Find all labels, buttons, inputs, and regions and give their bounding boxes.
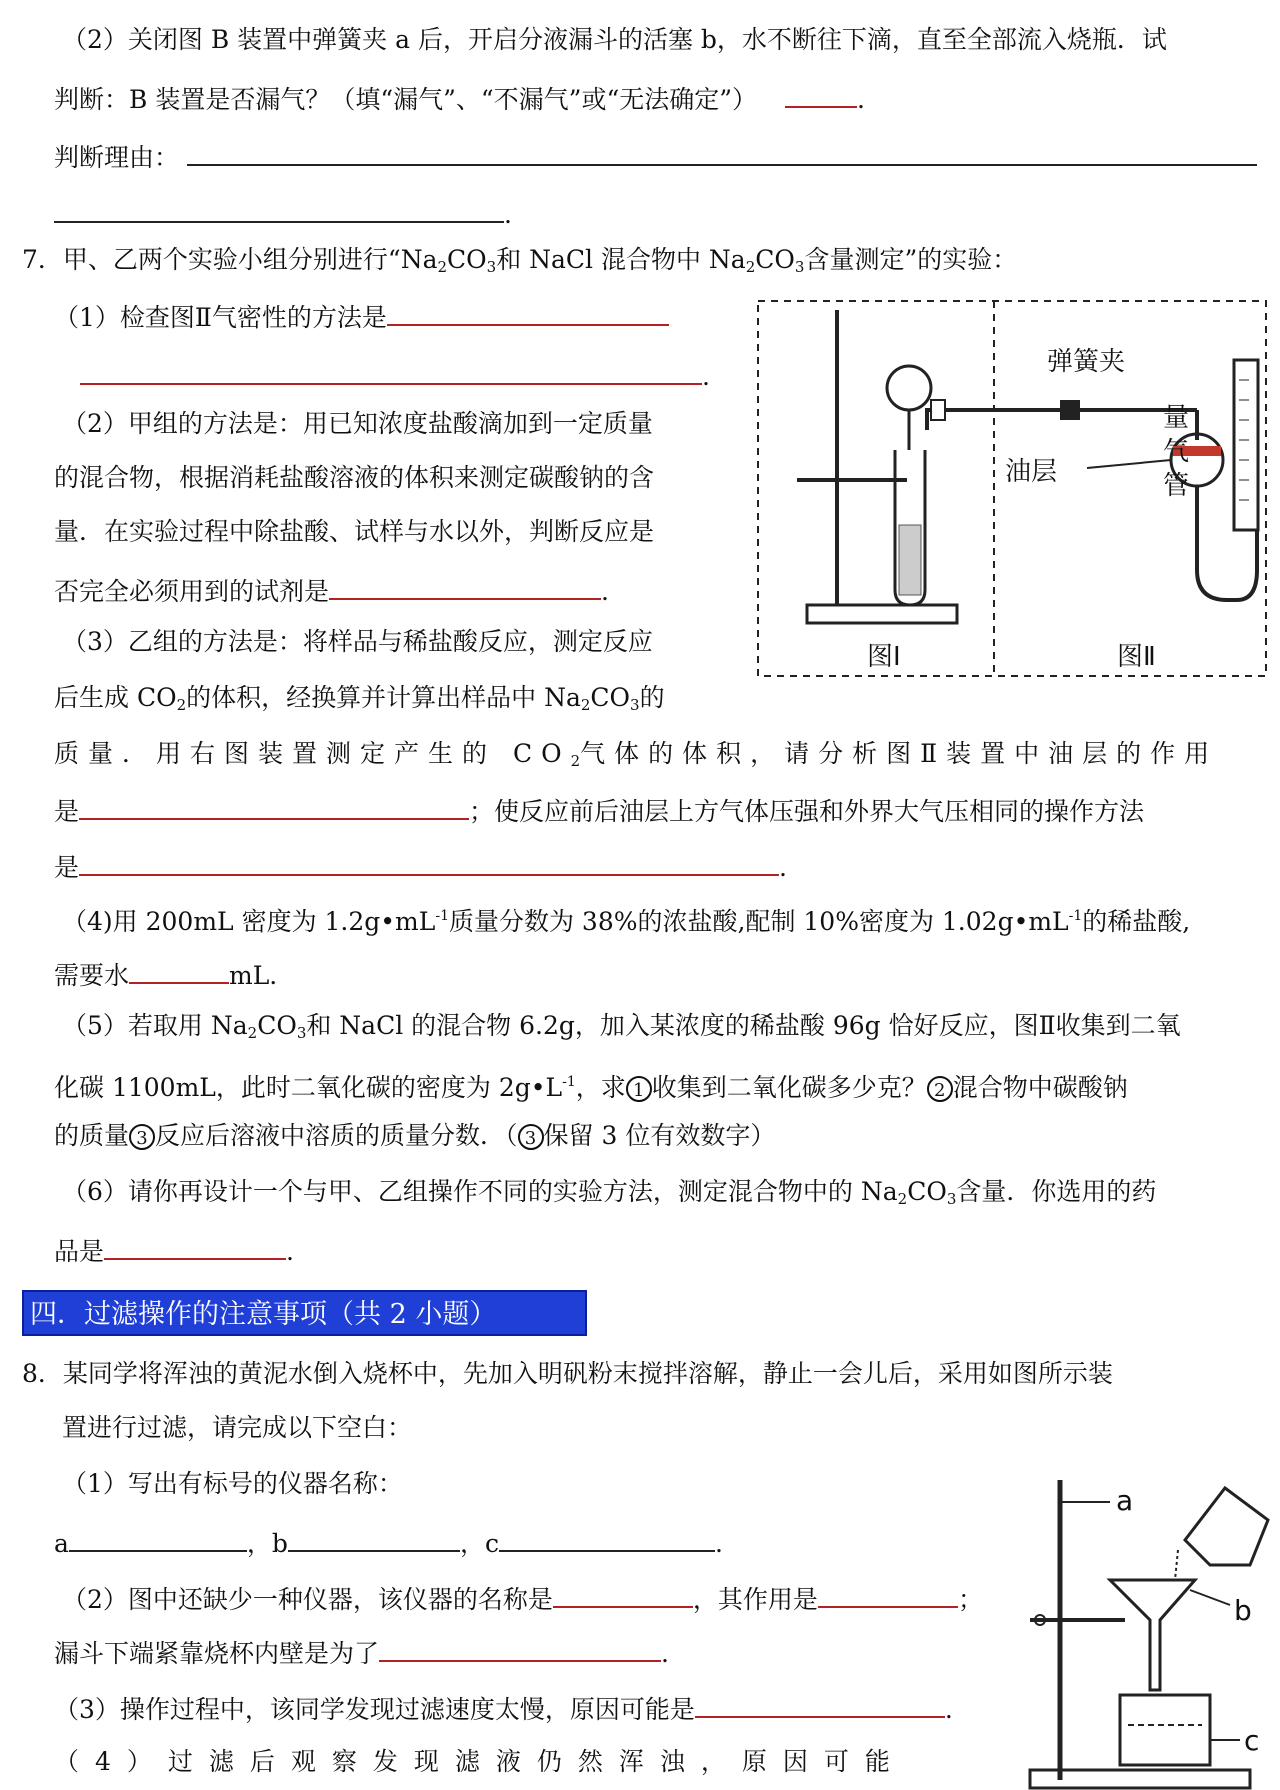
q7-text: 的质量 [54, 1121, 130, 1150]
q7-text: 质量分数为 38%的浓盐酸,配制 10%密度为 1.02g•mL [448, 907, 1069, 936]
q6-reason-blank[interactable] [187, 136, 1257, 166]
q7-text: 后生成 CO [54, 683, 177, 712]
q7-part3-line4 [54, 790, 1144, 830]
figure-border [758, 301, 1266, 676]
q7-part4-line2 [54, 954, 294, 994]
q7-stem-text: 和 NaCl 混合物中 Na [496, 245, 746, 274]
q7-part3-line2 [54, 680, 665, 723]
stand-base [807, 605, 957, 623]
q7-part3-line3 [54, 736, 1218, 779]
receiving-beaker [1120, 1695, 1210, 1765]
period: . [504, 200, 512, 229]
circled-number-3: 3 [129, 1124, 155, 1150]
q7-text: 的 [639, 683, 665, 712]
period: . [779, 853, 787, 882]
q7-text: 需要水 [54, 961, 130, 990]
pouring-beaker [1185, 1488, 1268, 1565]
q7-part6-line2 [54, 1230, 294, 1270]
comma: ， [459, 1529, 485, 1558]
q7-part5-line3 [54, 1118, 775, 1154]
q7-text: 保留 3 位有效数字） [543, 1121, 776, 1150]
q8-text: （4）过滤后观察发现滤液仍然浑浊，原因可能 [54, 1747, 906, 1776]
superscript: -1 [562, 1074, 576, 1090]
q7-text: 品是 [54, 1237, 105, 1266]
gas-tube-label-2: 气 [1163, 437, 1190, 467]
q8-blank-b[interactable] [288, 1522, 460, 1552]
period: . [944, 1695, 953, 1724]
stand-base [1030, 1770, 1250, 1788]
section-4-header: 四．过滤操作的注意事项（共 2 小题） [22, 1290, 587, 1336]
label-b-pointer [1190, 1590, 1230, 1605]
q8-text: ； [957, 1585, 983, 1614]
q7-part3-line1: （3）乙组的方法是：将样品与稀盐酸反应，测定反应 [62, 627, 653, 656]
subscript: 2 [570, 752, 581, 770]
q7-stem-text: CO [447, 245, 487, 274]
subscript: 2 [247, 1024, 258, 1042]
fig1-caption: 图Ⅰ [867, 642, 901, 672]
q6-part2-line2 [54, 78, 865, 118]
q7-part2-line4 [54, 570, 609, 610]
period: . [661, 1639, 669, 1668]
superscript: -1 [435, 908, 449, 924]
q7-text: ；使反应前后油层上方气体压强和外界大气压相同的操作方法 [469, 797, 1145, 826]
q8-text: （3）操作过程中，该同学发现过滤速度太慢，原因可能是 [54, 1695, 695, 1724]
q8-part1: （1）写出有标号的仪器名称： [62, 1469, 403, 1498]
gas-tube-label-3: 管 [1163, 471, 1190, 501]
q7-text: 收集到二氧化碳多少克？ [651, 1073, 927, 1102]
test-tube-sample [899, 525, 921, 595]
q7-part6-line1 [62, 1174, 1156, 1217]
fig-label-c: c [1244, 1724, 1260, 1757]
gas-burette [1234, 360, 1258, 530]
q7-text: 气体的体积，请分析图Ⅱ装置中油层的作用 [580, 739, 1219, 768]
q6-reason-label: 判断理由： [54, 143, 180, 172]
q7-part2-text: 否完全必须用到的试剂是 [54, 577, 330, 606]
superscript: -1 [1068, 908, 1083, 924]
q6-leak-blank[interactable] [785, 78, 857, 108]
q8-part3 [54, 1688, 953, 1728]
q8-missing-instrument-blank[interactable] [553, 1578, 693, 1608]
period: . [601, 577, 609, 606]
q7-text: 反应后溶液中溶质的质量分数．（ [155, 1121, 518, 1150]
comma: ， [246, 1529, 272, 1558]
subscript: 2 [176, 696, 187, 714]
period: . [702, 362, 710, 391]
q6-question-text: 判断：B 装置是否漏气？（填“漏气”、“不漏气”或“无法确定”） [54, 85, 758, 114]
q7-stem-text: CO [755, 245, 795, 274]
circled-number-2: 2 [927, 1076, 953, 1102]
spring-clamp [1060, 400, 1080, 420]
q7-part4-line1 [62, 898, 1190, 940]
q8-stem-line2: 置进行过滤，请完成以下空白： [62, 1413, 413, 1442]
label-c: c [484, 1529, 499, 1558]
q7-oil-role-blank[interactable] [79, 790, 469, 820]
q7-part5-line2 [54, 1064, 1128, 1106]
period: . [286, 1237, 294, 1266]
q7-part1-line2 [80, 355, 710, 395]
filtration-figure [1010, 1480, 1272, 1790]
q7-part1-blank2[interactable] [80, 355, 702, 385]
q7-part3-line5 [54, 846, 787, 886]
circled-number-3: 3 [518, 1124, 544, 1150]
q7-text: ，求 [575, 1073, 626, 1102]
oil-label: 油层 [1005, 457, 1058, 487]
fig-label-a: a [1116, 1484, 1134, 1517]
q7-part5-line1 [62, 1008, 1181, 1051]
q7-part1-blank[interactable] [387, 296, 669, 326]
q7-text: CO [907, 1177, 947, 1206]
q7-reagent-blank[interactable] [329, 570, 601, 600]
q7-part1-text: （1）检查图Ⅱ气密性的方法是 [54, 303, 387, 332]
pouring-stream [1175, 1550, 1178, 1580]
q6-reason-blank2[interactable] [54, 193, 504, 223]
q6-reason-line2 [54, 193, 512, 233]
q8-text: 漏斗下端紧靠烧杯内壁是为了 [54, 1639, 380, 1668]
apparatus-figure [757, 300, 1267, 677]
fig-label-b: b [1234, 1594, 1252, 1627]
q7-part2-line2: 的混合物，根据消耗盐酸溶液的体积来测定碳酸钠的含 [54, 463, 655, 492]
q8-stem-line1: 8．某同学将浑浊的黄泥水倒入烧杯中，先加入明矾粉末搅拌溶解，静止一会儿后，采用如图所示装 [22, 1359, 1113, 1388]
period: . [714, 1529, 723, 1558]
subscript: 2 [580, 696, 591, 714]
subscript: 3 [946, 1190, 957, 1208]
q7-stem [22, 242, 1017, 285]
q7-text: （6）请你再设计一个与甲、乙组操作不同的实验方法，测定混合物中的 Na [62, 1177, 898, 1206]
q7-text: 混合物中碳酸钠 [952, 1073, 1128, 1102]
subscript: 2 [897, 1190, 908, 1208]
q7-text: （5）若取用 Na [62, 1011, 248, 1040]
subscript: 2 [745, 258, 756, 276]
clamp-label: 弹簧夹 [1047, 347, 1126, 377]
tube-clamp [931, 400, 945, 420]
q8-part2-line2 [54, 1632, 669, 1672]
label-b: b [271, 1529, 288, 1558]
q8-blank-a[interactable] [69, 1522, 247, 1552]
q7-stem-text: 7．甲、乙两个实验小组分别进行“Na [22, 245, 438, 274]
q8-blank-c[interactable] [499, 1522, 715, 1552]
q7-text: 的稀盐酸, [1082, 907, 1191, 936]
subscript: 3 [630, 696, 640, 714]
q7-text: 含量．你选用的药 [956, 1177, 1157, 1206]
subscript: 2 [437, 258, 448, 276]
q8-text: （2）图中还缺少一种仪器，该仪器的名称是 [62, 1585, 553, 1614]
q8-slow-reason-blank[interactable] [695, 1688, 945, 1718]
q7-text: 是 [54, 797, 80, 826]
subscript: 3 [486, 258, 497, 276]
q7-text: 质量．用右图装置测定产生的 CO [54, 739, 571, 768]
oil-pointer [1087, 460, 1171, 468]
q8-part1-blanks [54, 1522, 723, 1562]
q8-funnel-purpose-blank[interactable] [379, 1632, 661, 1662]
gas-tube-label-1: 量 [1163, 403, 1190, 433]
q8-function-blank[interactable] [818, 1578, 958, 1608]
subscript: 3 [296, 1024, 307, 1042]
subscript: 3 [794, 258, 805, 276]
q7-text: mL． [229, 961, 295, 990]
q7-text: 的体积，经换算并计算出样品中 Na [186, 683, 581, 712]
q7-text: CO [257, 1011, 297, 1040]
period: . [856, 85, 865, 114]
q7-operation-blank[interactable] [79, 846, 779, 876]
q7-stem-text: 含量测定”的实验： [804, 245, 1018, 274]
q6-part2-line1: （2）关闭图 B 装置中弹簧夹 a 后，开启分液漏斗的活塞 b，水不断往下滴，直至全部流入烧瓶．试 [62, 25, 1167, 54]
separatory-funnel [887, 366, 931, 410]
q7-water-blank[interactable] [129, 954, 229, 984]
q7-part2-line3: 量．在实验过程中除盐酸、试样与水以外，判断反应是 [54, 517, 655, 546]
q7-text: CO [590, 683, 631, 712]
q8-part4 [54, 1744, 906, 1780]
label-a: a [54, 1529, 69, 1558]
q7-part2-line1: （2）甲组的方法是：用已知浓度盐酸滴加到一定质量 [62, 409, 653, 438]
q7-part1 [54, 296, 669, 336]
rubber-tube [1197, 486, 1257, 600]
fig2-caption: 图Ⅱ [1117, 642, 1156, 672]
filter-funnel [1110, 1580, 1195, 1690]
q7-reagent-choice-blank[interactable] [104, 1230, 286, 1260]
q6-reason-line [54, 136, 1257, 176]
q8-text: ，其作用是 [692, 1585, 818, 1614]
q7-text: （4)用 200mL 密度为 1.2g•mL [62, 907, 436, 936]
q7-text: 是 [54, 853, 80, 882]
circled-number-1: 1 [626, 1076, 652, 1102]
q7-text: 和 NaCl 的混合物 6.2g，加入某浓度的稀盐酸 96g 恰好反应，图Ⅱ收集到二氧 [306, 1011, 1181, 1040]
q8-part2-line1 [62, 1578, 983, 1618]
q7-text: 化碳 1100mL，此时二氧化碳的密度为 2g•L [54, 1073, 563, 1102]
